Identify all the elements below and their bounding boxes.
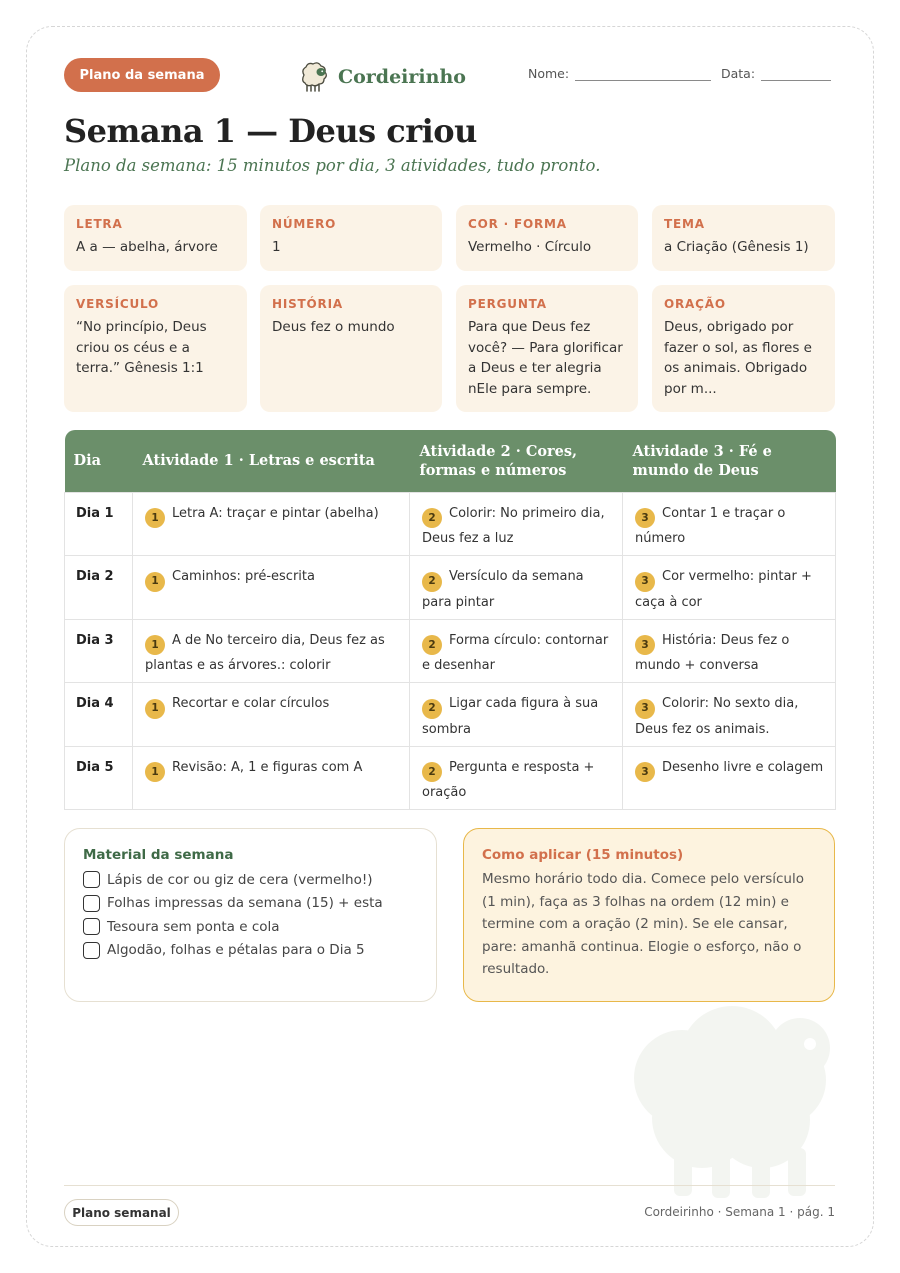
activity-cell [410, 492, 623, 556]
name-field[interactable] [528, 66, 711, 81]
activity-text: Recortar e colar círculos [172, 696, 330, 711]
card-label: LETRA [76, 217, 123, 231]
how-to-title: Como aplicar (15 minutos) [482, 847, 684, 863]
page-subtitle: Plano da semana: 15 minutos por dia, 3 atividades, tudo pronto. [64, 156, 601, 175]
activity-number-badge: 2 [422, 635, 442, 655]
day-cell: Dia 5 [65, 746, 133, 810]
activity-text: Revisão: A, 1 e figuras com A [172, 759, 363, 775]
activity-cell [410, 746, 623, 810]
date-line[interactable] [761, 67, 831, 81]
checkbox[interactable] [83, 918, 100, 935]
activity-number-badge: 3 [635, 699, 655, 719]
card-cor-forma [456, 205, 638, 271]
card-pergunta [456, 285, 638, 412]
activity-number-badge: 3 [635, 572, 655, 592]
activity-number-badge: 1 [145, 699, 165, 719]
header-atividade-3: Atividade 3 · Fé e mundo de Deus [623, 430, 836, 492]
card-numero [260, 205, 442, 271]
material-item-label: Folhas impressas da semana (15) + esta [107, 895, 383, 912]
card-oracao [652, 285, 835, 412]
activity-number-badge: 1 [145, 572, 165, 592]
activity-cell [133, 619, 410, 683]
activity-text: Pergunta e resposta + oração [422, 759, 595, 800]
name-line[interactable] [575, 67, 711, 81]
activity-cell [623, 492, 836, 556]
activity-cell [133, 556, 410, 620]
card-value: Vermelho · Círculo [468, 239, 592, 255]
card-label: HISTÓRIA [272, 297, 343, 311]
activity-number-badge: 1 [145, 635, 165, 655]
card-value: 1 [272, 239, 281, 255]
activity-cell [133, 683, 410, 747]
table-header-row [65, 430, 836, 492]
header-atividade-1: Atividade 1 · Letras e escrita [133, 430, 410, 492]
card-label: PERGUNTA [468, 297, 547, 311]
activity-text: Caminhos: pré-escrita [172, 569, 315, 584]
activity-cell [623, 683, 836, 747]
activity-text: História: Deus fez o mundo + conversa [635, 632, 790, 673]
activity-text: Letra A: traçar e pintar (abelha) [172, 505, 379, 521]
activity-number-badge: 2 [422, 762, 442, 782]
how-to-text: Mesmo horário todo dia. Comece pelo versículo (1 min), faça as 3 folhas na ordem (12 min) e termine com a oração (2 min). Se ele cansar, pare: amanhã continua. Elogie o esforço, não o resultado. [482, 871, 804, 978]
header-atividade-2: Atividade 2 · Cores, formas e números [410, 430, 623, 492]
footer-badge: Plano semanal [64, 1199, 179, 1226]
activity-cell [623, 619, 836, 683]
material-item-label: Algodão, folhas e pétalas para o Dia 5 [107, 942, 365, 959]
activity-number-badge: 2 [422, 508, 442, 528]
sheep-watermark-icon [612, 998, 842, 1198]
activity-number-badge: 3 [635, 508, 655, 528]
day-cell: Dia 2 [65, 556, 133, 620]
activity-cell [133, 492, 410, 556]
table-row [65, 492, 836, 556]
card-versiculo [64, 285, 247, 412]
card-value: “No princípio, Deus criou os céus e a terra.” Gênesis 1:1 [76, 319, 207, 376]
sheep-icon [298, 61, 328, 93]
card-label: VERSÍCULO [76, 297, 160, 311]
activity-text: Ligar cada figura à sua sombra [422, 696, 599, 737]
activity-cell [410, 556, 623, 620]
day-cell: Dia 1 [65, 492, 133, 556]
plan-badge: Plano da semana [64, 58, 220, 92]
activity-text: Colorir: No sexto dia, Deus fez os animais. [635, 696, 799, 737]
activity-text: Versículo da semana para pintar [422, 569, 584, 610]
weekly-plan-table [64, 430, 836, 810]
card-historia [260, 285, 442, 412]
footer-divider [64, 1185, 835, 1186]
activity-text: Colorir: No primeiro dia, Deus fez a luz [422, 505, 605, 546]
card-label: NÚMERO [272, 217, 337, 231]
activity-number-badge: 3 [635, 635, 655, 655]
card-label: ORAÇÃO [664, 297, 726, 311]
card-value: a Criação (Gênesis 1) [664, 239, 809, 255]
activity-text: Cor vermelho: pintar + caça à cor [635, 569, 812, 610]
activity-cell [410, 683, 623, 747]
brand [298, 60, 466, 94]
activity-text: Forma círculo: contornar e desenhar [422, 632, 609, 673]
brand-name: Cordeirinho [338, 66, 466, 88]
table-row [65, 556, 836, 620]
footer-page-info: Cordeirinho · Semana 1 · pág. 1 [644, 1205, 835, 1219]
material-item[interactable] [83, 868, 418, 892]
card-tema [652, 205, 835, 271]
material-title: Material da semana [83, 847, 234, 863]
activity-number-badge: 1 [145, 508, 165, 528]
date-label: Data: [721, 66, 756, 81]
page-title: Semana 1 — Deus criou [64, 112, 477, 150]
activity-text: Desenho livre e colagem [662, 759, 824, 775]
card-label: TEMA [664, 217, 705, 231]
table-row [65, 683, 836, 747]
checkbox[interactable] [83, 895, 100, 912]
header-dia: Dia [65, 430, 133, 492]
material-box [64, 828, 437, 1002]
card-value: Deus fez o mundo [272, 319, 395, 335]
card-value: A a — abelha, árvore [76, 239, 218, 255]
material-item[interactable] [83, 915, 418, 939]
activity-cell [623, 556, 836, 620]
day-cell: Dia 4 [65, 683, 133, 747]
table-row [65, 746, 836, 810]
card-value: Para que Deus fez você? — Para glorificar a Deus e ter alegria nEle para sempre. [468, 319, 623, 397]
material-item-label: Tesoura sem ponta e cola [107, 918, 280, 935]
activity-text: Contar 1 e traçar o número [635, 505, 786, 546]
activity-number-badge: 3 [635, 762, 655, 782]
day-cell: Dia 3 [65, 619, 133, 683]
how-to-box [463, 828, 835, 1002]
activity-cell [133, 746, 410, 810]
activity-number-badge: 2 [422, 572, 442, 592]
activity-number-badge: 2 [422, 699, 442, 719]
checkbox[interactable] [83, 871, 100, 888]
card-label: COR · FORMA [468, 217, 567, 231]
activity-cell [410, 619, 623, 683]
activity-text: A de No terceiro dia, Deus fez as plantas e as árvores.: colorir [145, 632, 385, 673]
checkbox[interactable] [83, 942, 100, 959]
material-item-label: Lápis de cor ou giz de cera (vermelho!) [107, 871, 373, 888]
activity-number-badge: 1 [145, 762, 165, 782]
material-item[interactable] [83, 939, 418, 963]
name-label: Nome: [528, 66, 570, 81]
card-value: Deus, obrigado por fazer o sol, as flores e os animais. Obrigado por m... [664, 319, 812, 397]
table-row [65, 619, 836, 683]
material-item[interactable] [83, 892, 418, 916]
activity-cell [623, 746, 836, 810]
card-letra [64, 205, 247, 271]
date-field[interactable] [721, 66, 831, 81]
